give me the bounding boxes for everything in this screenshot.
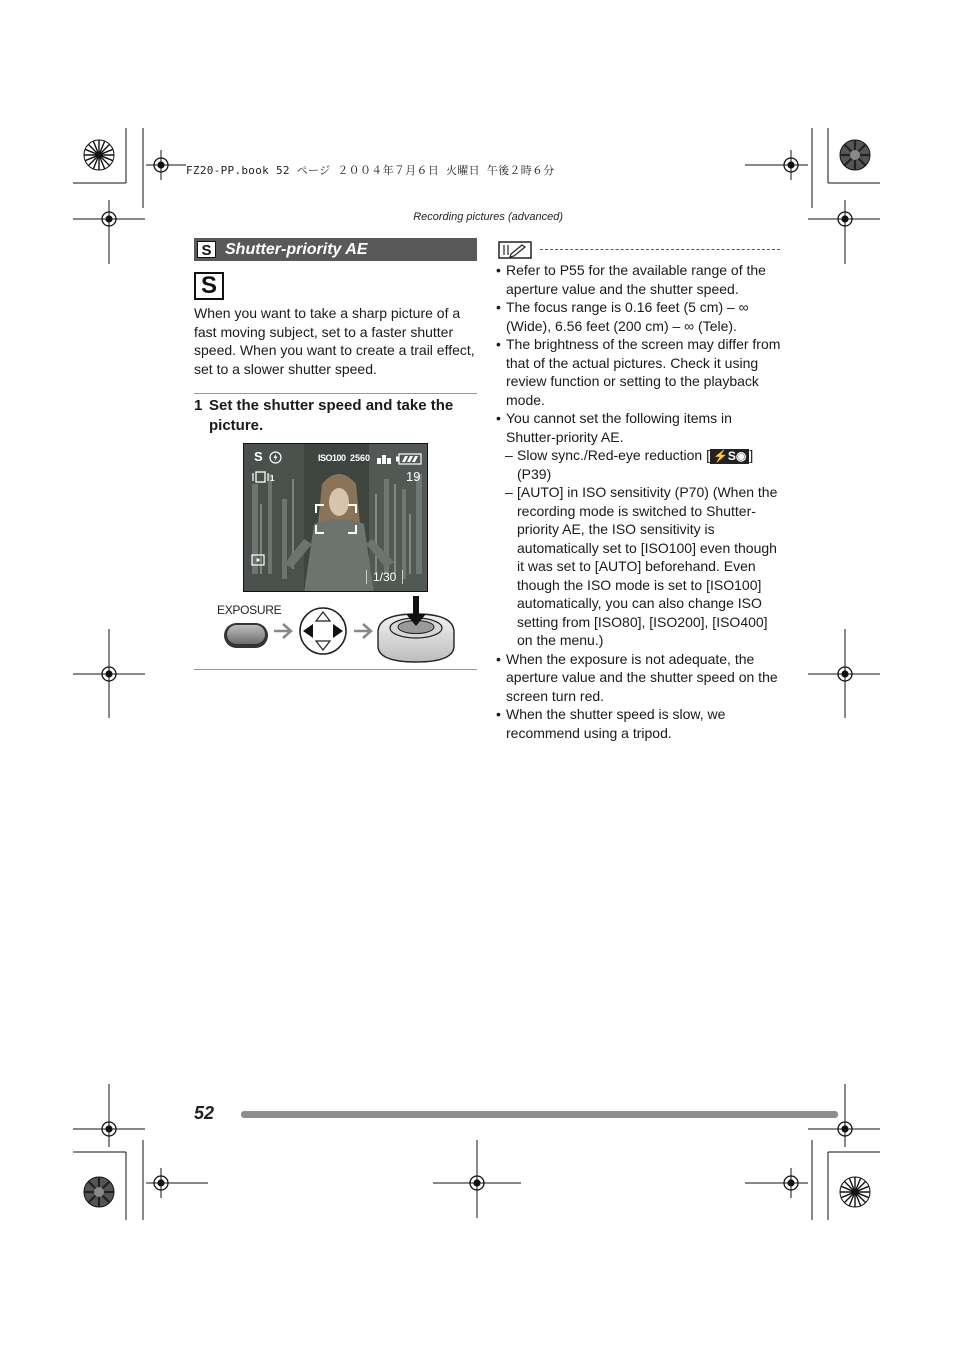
- lcd-shutter-speed: 1/30: [366, 570, 403, 584]
- running-head: Recording pictures (advanced): [413, 211, 563, 223]
- exposure-label: EXPOSURE: [217, 603, 282, 617]
- divider-bottom: [194, 669, 477, 670]
- page-number: 52: [194, 1103, 215, 1123]
- mode-dial-icon: S: [194, 272, 224, 300]
- camera-lcd-screen: [243, 443, 428, 592]
- note-item: • When the exposure is not adequate, the aperture value and the shutter speed on the screen turn red.: [496, 650, 784, 706]
- print-info: FZ20-PP.book 52 ページ ２００４年７月６日 火曜日 午後２時６分: [186, 164, 555, 177]
- note-dashed-line: [540, 249, 780, 250]
- quality-icon: [376, 453, 392, 464]
- note-subitem: – [AUTO] in ISO sensitivity (P70) (When the recording mode is switched to Shutter-priority AE, the ISO sensitivity is automatically set to [ISO100] even though it was set to [AUTO] beforehand. Even though the ISO mode is set to [ISO100] automatically, you can also change ISO setting from [ISO80], [ISO200], [ISO400] on the menu.): [496, 483, 784, 650]
- note-subitem-text: ] (P39): [517, 447, 754, 482]
- lcd-mode: S: [254, 449, 263, 464]
- note-icon: [498, 241, 532, 259]
- arrow-icon: [274, 624, 291, 638]
- step-text: Set the shutter speed and take the picture.: [209, 397, 454, 434]
- lcd-resolution: 2560: [350, 453, 371, 463]
- lcd-iso: ISO100: [318, 453, 346, 463]
- note-item: • You cannot set the following items in Shutter-priority AE.: [496, 409, 784, 446]
- note-item: • When the shutter speed is slow, we recommend using a tripod.: [496, 705, 784, 742]
- shake-icon: [251, 470, 271, 484]
- note-item: • The brightness of the screen may differ from that of the actual pictures. Check it using review function or setting to the playback mode.: [496, 335, 784, 409]
- note-subitem: [496, 446, 784, 483]
- step-1: [194, 396, 478, 436]
- arrow-icon: [354, 624, 371, 638]
- section-badge: S: [197, 241, 216, 258]
- af-frame: [315, 504, 357, 534]
- exposure-button: [224, 623, 268, 648]
- note-subitem-text: Slow sync./Red-eye reduction [: [517, 447, 710, 463]
- lcd-stabilizer-mode: 1: [270, 474, 275, 483]
- step-number: 1: [194, 397, 203, 414]
- section-header: [194, 238, 477, 261]
- control-diagram: [220, 596, 460, 666]
- note-item: • The focus range is 0.16 feet (5 cm) – ∞ (Wide), 6.56 feet (200 cm) – ∞ (Tele).: [496, 298, 784, 335]
- flash-redeye-icon: ⚡S◉: [710, 449, 749, 464]
- divider-top: [194, 393, 477, 394]
- section-title: Shutter-priority AE: [225, 240, 368, 258]
- battery-icon: [396, 453, 422, 465]
- cursor-button: [300, 608, 346, 654]
- shutter-button: [378, 596, 454, 662]
- page-footer-bar: [241, 1111, 838, 1118]
- flash-off-icon: [269, 451, 282, 464]
- intro-text: When you want to take a sharp picture of a fast moving subject, set to a faster shutter speed. When you want to create a trail effect, set to a slower shutter speed.: [194, 305, 475, 377]
- lcd-frames: 19: [406, 469, 421, 484]
- notes-list: [496, 261, 784, 742]
- note-item: • Refer to P55 for the available range of the aperture value and the shutter speed.: [496, 261, 784, 298]
- metering-icon: [251, 554, 265, 566]
